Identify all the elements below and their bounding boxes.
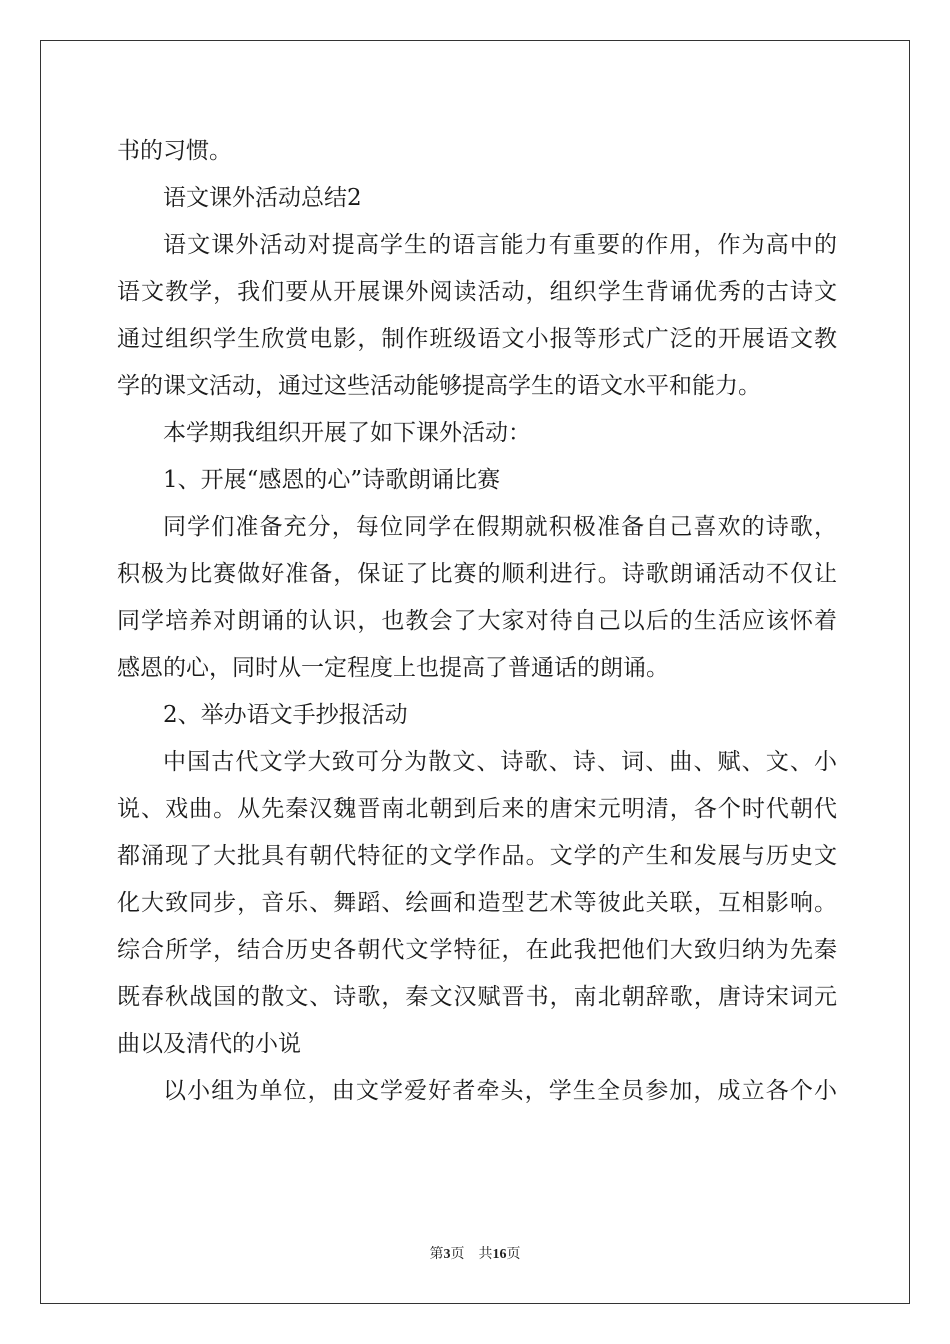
text-line: 以小组为单位，由文学爱好者牵头，学生全员参加，成立各个小 <box>163 1078 837 1104</box>
text-line: 感恩的心，同时从一定程度上也提高了普通话的朗诵。 <box>117 655 669 681</box>
text-line: 曲以及清代的小说 <box>117 1031 301 1057</box>
text-line: 同学们准备充分，每位同学在假期就积极准备自己喜欢的诗歌， <box>163 514 837 540</box>
page-suffix: 页 <box>450 1246 465 1262</box>
text-line: 语文教学，我们要从开展课外阅读活动，组织学生背诵优秀的古诗文 <box>117 279 837 305</box>
text-line: 学的课文活动，通过这些活动能够提高学生的语文水平和能力。 <box>117 373 761 399</box>
text-line: 语文课外活动对提高学生的语言能力有重要的作用，作为高中的 <box>163 232 837 258</box>
total-suffix: 页 <box>506 1246 521 1262</box>
text-line: 既春秋战国的散文、诗歌，秦文汉赋晋书，南北朝辞歌，唐诗宋词元 <box>117 984 837 1010</box>
text-line: 书的习惯。 <box>117 138 232 164</box>
text-line: 中国古代文学大致可分为散文、诗歌、诗、词、曲、赋、文、小 <box>163 749 837 775</box>
text-line: 通过组织学生欣赏电影，制作班级语文小报等形式广泛的开展语文教 <box>117 326 837 352</box>
section-heading: 语文课外活动总结2 <box>163 185 362 211</box>
text-line: 积极为比赛做好准备，保证了比赛的顺利进行。诗歌朗诵活动不仅让 <box>117 561 837 587</box>
text-line: 综合所学，结合历史各朝代文学特征，在此我把他们大致归纳为先秦 <box>117 937 837 963</box>
text-line: 化大致同步，音乐、舞蹈、绘画和造型艺术等彼此关联，互相影响。 <box>117 890 837 916</box>
page-number: 3 <box>443 1247 451 1262</box>
subsection-heading: 2、举办语文手抄报活动 <box>163 702 408 728</box>
total-prefix: 共 <box>478 1246 493 1262</box>
text-line: 说、戏曲。从先秦汉魏晋南北朝到后来的唐宋元明清，各个时代朝代 <box>117 796 837 822</box>
total-pages: 16 <box>492 1247 507 1262</box>
text-line: 同学培养对朗诵的认识，也教会了大家对待自己以后的生活应该怀着 <box>117 608 837 634</box>
page-footer <box>0 1244 950 1265</box>
text-line: 都涌现了大批具有朝代特征的文学作品。文学的产生和发展与历史文 <box>117 843 837 869</box>
page-prefix: 第 <box>429 1246 444 1262</box>
subsection-heading: 1、开展“感恩的心”诗歌朗诵比赛 <box>163 467 501 493</box>
document-body <box>117 128 837 1115</box>
text-line: 本学期我组织开展了如下课外活动： <box>163 420 531 446</box>
